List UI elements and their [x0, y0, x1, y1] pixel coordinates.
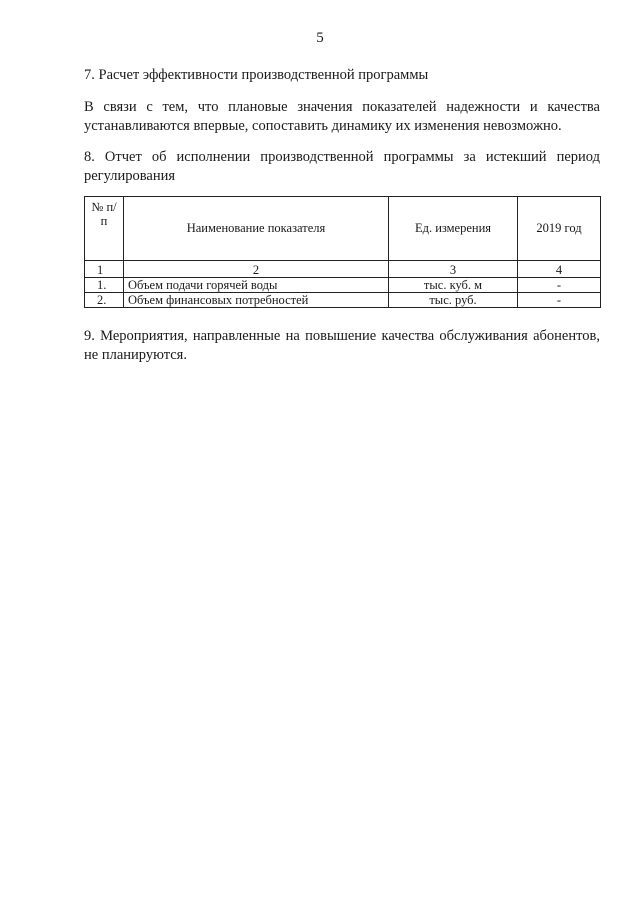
table-header [85, 197, 601, 261]
table-row [85, 278, 601, 293]
page-number: 5 [316, 30, 324, 46]
table-index-row [85, 261, 601, 278]
table-index-row-group [85, 261, 601, 278]
index-cell-1: 1 [85, 261, 124, 278]
row-value: - [518, 293, 601, 308]
row-unit: тыс. руб. [389, 293, 518, 308]
section-8-heading: 8. Отчет об исполнении производственной программы за истекший период регулирования [84, 149, 600, 184]
table-body [85, 278, 601, 308]
section-7-text: В связи с тем, что плановые значения показателей надежности и качества устанавливаются впервые, сопоставить динамику их изменения невозможно. [84, 99, 600, 134]
table-row [85, 293, 601, 308]
row-indicator-name: Объем финансовых потребностей [124, 293, 389, 308]
header-indicator-name: Наименование показателя [124, 197, 389, 261]
report-table [84, 196, 601, 308]
row-number: 2. [85, 293, 124, 308]
row-unit: тыс. куб. м [389, 278, 518, 293]
header-year: 2019 год [518, 197, 601, 261]
index-cell-3: 3 [389, 261, 518, 278]
table-header-row [85, 197, 601, 261]
index-cell-2: 2 [124, 261, 389, 278]
section-9-text: 9. Мероприятия, направленные на повышение качества обслуживания абонентов, не планируются. [84, 328, 600, 363]
row-value: - [518, 278, 601, 293]
header-unit: Ед. измерения [389, 197, 518, 261]
row-number: 1. [85, 278, 124, 293]
index-cell-4: 4 [518, 261, 601, 278]
header-number: № п/п [85, 197, 124, 261]
section-7-heading: 7. Расчет эффективности производственной программы [84, 67, 429, 83]
row-indicator-name: Объем подачи горячей воды [124, 278, 389, 293]
